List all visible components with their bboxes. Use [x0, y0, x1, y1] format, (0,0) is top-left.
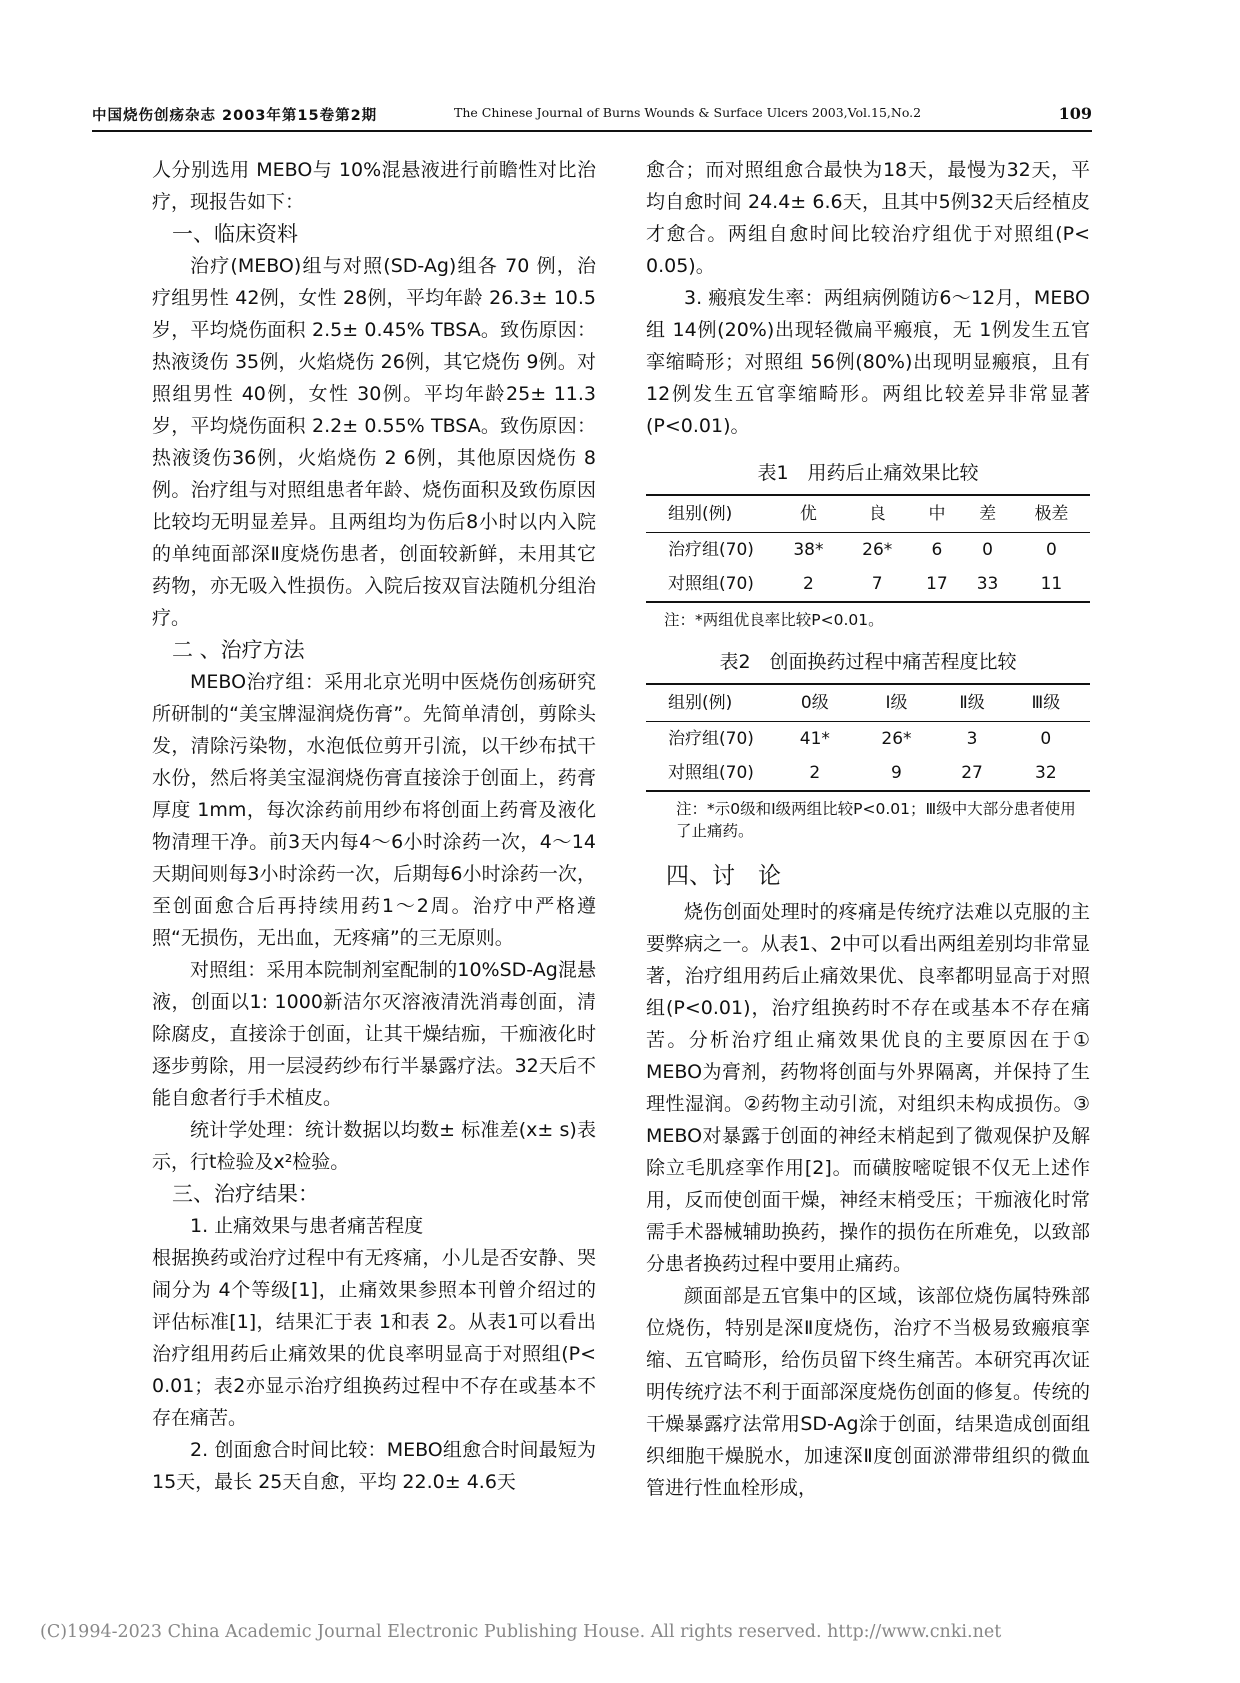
running-header — [92, 104, 1092, 126]
table1-caption: 表1 用药后止痛效果比较 — [757, 462, 979, 484]
table-header-cell: Ⅰ级 — [856, 684, 938, 722]
table1 — [646, 494, 1090, 603]
table-header-cell: 组别(例) — [646, 684, 774, 722]
section-heading: 四、讨 论 — [666, 863, 781, 889]
table-spacer-cell — [1085, 722, 1090, 757]
paragraph: 2. 创面愈合时间比较：MEBO组愈合时间最短为 15天，最长 25天自愈，平均 22.0± 4.6天 — [152, 1439, 596, 1493]
table2-note: 注：*示0级和Ⅰ级两组比较P<0.01；Ⅲ级中大部分患者使用了止痛药。 — [676, 800, 1076, 840]
table-cell: 41* — [799, 729, 830, 749]
table-row — [646, 567, 1090, 602]
table-cell: 对照组(70) — [668, 763, 754, 783]
paragraph: MEBO治疗组：采用北京光明中医烧伤创疡研究所研制的“美宝牌湿润烧伤膏”。先简单清创，剪除头发，清除污染物，水泡低位剪开引流，以干纱布拭干水份，然后将美宝湿润烧伤膏直接涂于创面上，药膏厚度 1mm，每次涂药前用纱布将创面上药膏及液化物清理干净。前3天内每4～6小时涂药一次，4～14天期间则每3小时涂药一次，后期每6小时涂药一次，至创面愈合后再持续用药1～2周。治疗中严格遵照“无损伤，无出血，无疼痛”的三无原则。 — [152, 671, 596, 949]
table-cell: 2 — [802, 574, 814, 594]
section-heading: 一、临床资料 — [172, 222, 298, 246]
table-cell: 26* — [881, 729, 912, 749]
right-column — [646, 154, 1090, 1504]
table-header-cell: 差 — [962, 495, 1013, 533]
table-cell: 32 — [1035, 763, 1057, 783]
table-spacer-cell — [1085, 684, 1090, 722]
table-cell: 11 — [1040, 574, 1063, 594]
table1-note: 注：*两组优良率比较P<0.01。 — [664, 611, 884, 629]
table-cell: 33 — [976, 574, 999, 594]
table-header-cell: 优 — [774, 495, 843, 533]
table-header-row — [646, 495, 1090, 533]
table-cell: 27 — [961, 763, 983, 783]
table-cell: 2 — [809, 763, 821, 783]
table-spacer-cell — [1085, 756, 1090, 791]
subsection-heading: 1. 止痛效果与患者痛苦程度 — [190, 1215, 424, 1237]
paragraph: 烧伤创面处理时的疼痛是传统疗法难以克服的主要弊病之一。从表1、2中可以看出两组差别均非常显著，治疗组用药后止痛效果优、良率都明显高于对照组(P<0.01)，治疗组换药时不存在或基本不存在痛苦。分析治疗组止痛效果优良的主要原因在于① MEBO为膏剂，药物将创面与外界隔离，并保持了生理性湿润。②药物主动引流，对组织未构成损伤。③ MEBO对暴露于创面的神经末梢起到了微观保护及解除立毛肌痉挛作用[2]。而磺胺嘧啶银不仅无上述作用，反而使创面干燥，神经末梢受压；干痂液化时常需手术器械辅助换药，操作的损伤在所难免，以致部分患者换药过程中要用止痛药。 — [646, 901, 1090, 1275]
paragraph: 治疗(MEBO)组与对照(SD-Ag)组各 70 例，治疗组男性 42例，女性 28例，平均年龄 26.3± 10.5岁，平均烧伤面积 2.5± 0.45% TBSA。致伤原因：热液烫伤 35例，火焰烧伤 26例，其它烧伤 9例。对照组男性 40例，女性 30例。平均年龄25± 11.3岁，平均烧伤面积 2.2± 0.55% TBSA。致伤原因：热液烫伤36例，火焰烧伤 2 6例，其他原因烧伤 8例。治疗组与对照组患者年龄、烧伤面积及致伤原因比较均无明显差异。且两组均为伤后8小时以内入院的单纯面部深Ⅱ度烧伤患者，创面较新鲜，未用其它药物，亦无吸入性损伤。入院后按双盲法随机分组治疗。 — [152, 255, 596, 629]
table-cell: 0 — [1046, 540, 1057, 560]
paragraph: 3. 瘢痕发生率：两组病例随访6～12月，MEBO组 14例(20%)出现轻微扁平瘢痕，无 1例发生五官挛缩畸形；对照组 56例(80%)出现明显瘢痕，且有12例发生五官挛缩畸形。两组比较差异非常显著(P<0.01)。 — [646, 287, 1090, 437]
table-header-cell: 中 — [912, 495, 963, 533]
journal-title-cn: 中国烧伤创疡杂志 2003年第15卷第2期 — [92, 108, 378, 124]
table-row — [646, 756, 1090, 791]
paragraph: 愈合；而对照组愈合最快为18天，最慢为32天，平均自愈时间 24.4± 6.6天，且其中5例32天后经植皮才愈合。两组自愈时间比较治疗组优于对照组(P< 0.05)。 — [646, 159, 1090, 277]
section-heading: 二 、治疗方法 — [172, 638, 305, 662]
table-cell: 6 — [931, 540, 943, 560]
table-header-cell: 组别(例) — [646, 495, 774, 533]
table-cell: 0 — [982, 540, 993, 560]
table-row — [646, 533, 1090, 568]
table-header-cell: Ⅱ级 — [937, 684, 1007, 722]
table-row — [646, 722, 1090, 757]
section-heading: 三、治疗结果： — [172, 1182, 319, 1206]
table-cell: 治疗组(70) — [668, 729, 754, 749]
table2 — [646, 683, 1090, 792]
table-cell: 9 — [891, 763, 902, 783]
table-cell: 对照组(70) — [668, 574, 754, 594]
paragraph: 人分别选用 MEBO与 10%混悬液进行前瞻性对比治疗，现报告如下： — [152, 159, 596, 213]
paragraph: 颜面部是五官集中的区域，该部位烧伤属特殊部位烧伤，特别是深Ⅱ度烧伤，治疗不当极易致瘢痕挛缩、五官畸形，给伤员留下终生痛苦。本研究再次证明传统疗法不利于面部深度烧伤创面的修复。传统的干燥暴露疗法常用SD-Ag涂于创面，结果造成创面组织细胞干燥脱水，加速深Ⅱ度创面淤滞带组织的微血管进行性血栓形成， — [646, 1285, 1090, 1499]
paragraph: 统计学处理：统计数据以均数± 标准差(x± s)表示，行t检验及x²检验。 — [152, 1119, 596, 1173]
table-header-cell: 良 — [843, 495, 912, 533]
journal-title-en: The Chinese Journal of Burns Wounds & Surface Ulcers 2003,Vol.15,No.2 — [454, 105, 922, 120]
table-cell: 17 — [926, 574, 948, 594]
paragraph: 根据换药或治疗过程中有无疼痛，小儿是否安静、哭闹分为 4个等级[1]，止痛效果参照本刊曾介绍过的评估标准[1]，结果汇于表 1和表 2。从表1可以看出治疗组用药后止痛效果的优良率明显高于对照组(P< 0.01；表2亦显示治疗组换药过程中不存在或基本不存在痛苦。 — [152, 1247, 596, 1429]
table-header-cell: 0级 — [774, 684, 856, 722]
left-column — [152, 154, 596, 1498]
paragraph: 对照组：采用本院制剂室配制的10%SD-Ag混悬液，创面以1: 1000新洁尔灭溶液清洗消毒创面，清除腐皮，直接涂于创面，让其干燥结痂，干痂液化时逐步剪除，用一层浸药纱布行半暴露疗法。32天后不能自愈者行手术植皮。 — [152, 959, 596, 1109]
table-cell: 26* — [862, 540, 893, 560]
table2-caption: 表2 创面换药过程中痛苦程度比较 — [719, 651, 1017, 673]
table-header-row — [646, 684, 1090, 722]
table-cell: 0 — [1040, 729, 1052, 749]
table-cell: 3 — [966, 729, 978, 749]
header-rule — [92, 130, 1092, 132]
table-cell: 7 — [871, 574, 883, 594]
table-cell: 38* — [793, 540, 824, 560]
table-header-cell: Ⅲ级 — [1007, 684, 1085, 722]
table-header-cell: 极差 — [1013, 495, 1090, 533]
table-cell: 治疗组(70) — [668, 540, 754, 560]
copyright-footer: (C)1994-2023 China Academic Journal Electronic Publishing House. All rights reserved. http://www.cnki.net — [40, 1622, 1002, 1642]
page-number: 109 — [1058, 104, 1092, 123]
